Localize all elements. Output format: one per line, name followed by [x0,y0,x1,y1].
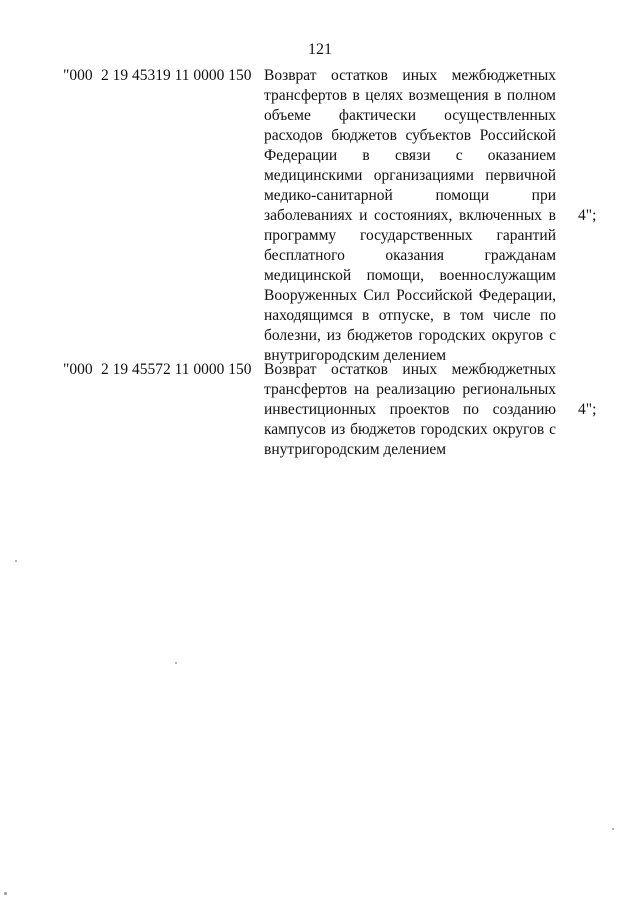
row-description: Возврат остатков иных межбюджетных трансфертов на реализацию региональных инвестиционных проектов по созданию кампусов из бюджетов городских округов с внутригородским делением [264,361,556,458]
row-quote-prefix: "000 [63,361,93,378]
scan-speck [4,892,7,895]
row-quote-prefix: "000 [63,67,93,84]
page-number: 121 [308,41,332,58]
scan-speck [175,662,177,664]
row-description: Возврат остатков иных межбюджетных трансфертов в целях возмещения в полном объеме фактически осуществленных расходов бюджетов субъектов Российской Федерации в связи с оказанием медицинскими организациями первичной медико-санитарной помощи при заболеваниях и состояниях, включенных в программу государственных гарантий бесплатного оказания гражданам медицинской помощи, военнослужащим Вооруженных Сил Российской Федерации, находящимся в отпуске, в том числе по болезни, из бюджетов городских округов с внутригородским делением [264,67,556,364]
scan-speck [15,560,17,562]
row-amount: 4"; [578,401,597,418]
budget-classification-code: 2 19 45572 11 0000 150 [101,361,252,378]
row-amount: 4"; [578,207,597,224]
scan-speck [612,828,614,830]
budget-classification-code: 2 19 45319 11 0000 150 [101,67,252,84]
